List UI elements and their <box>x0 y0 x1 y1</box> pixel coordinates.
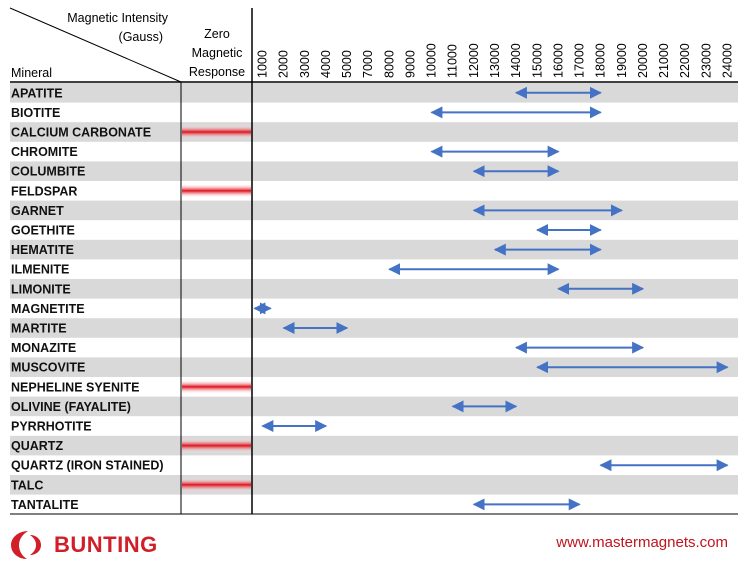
mineral-label: APATITE <box>11 86 63 101</box>
x-tick-label: 1000 <box>255 50 270 78</box>
header-zero-line1: Zero <box>204 27 230 41</box>
x-tick-label: 8000 <box>382 50 397 78</box>
mineral-label: MARTITE <box>11 321 67 336</box>
mineral-label: OLIVINE (FAYALITE) <box>11 399 131 414</box>
row-stripe <box>10 83 738 103</box>
x-tick-label: 21000 <box>657 43 672 78</box>
x-tick-label: 14000 <box>509 43 524 78</box>
header-zero-line3: Response <box>188 65 246 79</box>
mineral-label: LIMONITE <box>11 282 71 297</box>
mineral-label: FELDSPAR <box>11 184 78 199</box>
mineral-label: CHROMITE <box>11 145 78 160</box>
x-tick-label: 3000 <box>297 50 312 78</box>
row-stripe <box>10 161 738 181</box>
row-stripe <box>10 240 738 260</box>
zero-response-bar <box>182 184 251 198</box>
x-tick-label: 15000 <box>530 43 545 78</box>
x-tick-label: 18000 <box>593 43 608 78</box>
mineral-label: ILMENITE <box>11 262 70 277</box>
mineral-label: QUARTZ (IRON STAINED) <box>11 458 164 473</box>
x-tick-label: 10000 <box>424 43 439 78</box>
mineral-label: MONAZITE <box>11 341 77 356</box>
header-intensity-line2: (Gauss) <box>118 30 163 44</box>
zero-response-bar <box>182 380 251 394</box>
mineral-label: QUARTZ <box>11 439 64 454</box>
x-tick-label: 7000 <box>361 50 376 78</box>
x-tick-label: 24000 <box>720 43 735 78</box>
mineral-label: BIOTITE <box>11 105 61 120</box>
mineral-label: MAGNETITE <box>11 301 85 316</box>
bunting-swirl-icon <box>8 528 48 562</box>
x-tick-label: 11000 <box>445 44 460 78</box>
x-tick-label: 16000 <box>551 43 566 78</box>
mineral-label: PYRRHOTITE <box>11 419 92 434</box>
x-tick-label: 13000 <box>488 43 502 78</box>
row-stripe <box>10 318 738 338</box>
x-tick-label: 20000 <box>635 43 650 78</box>
x-tick-label: 2000 <box>276 50 291 78</box>
row-stripe <box>10 436 738 456</box>
x-tick-label: 19000 <box>614 43 629 78</box>
x-tick-label: 22000 <box>678 43 693 78</box>
mineral-label: GARNET <box>11 203 64 218</box>
mineral-label: TALC <box>11 478 44 493</box>
x-tick-label: 4000 <box>318 50 333 78</box>
header-mineral-label: Mineral <box>11 66 52 80</box>
header-intensity-line1: Magnetic Intensity <box>67 11 168 25</box>
zero-response-bar <box>182 125 251 139</box>
zero-response-bar <box>182 439 251 453</box>
mineral-label: GOETHITE <box>11 223 75 238</box>
row-stripe <box>10 201 738 221</box>
x-tick-label: 5000 <box>340 50 355 78</box>
mineral-label: TANTALITE <box>11 497 79 512</box>
mineral-label: COLUMBITE <box>11 164 86 179</box>
x-tick-label: 23000 <box>699 43 714 78</box>
mineral-label: HEMATITE <box>11 243 74 258</box>
x-tick-label: 17000 <box>572 43 587 78</box>
zero-response-bar <box>182 478 251 492</box>
x-tick-label: 9000 <box>403 50 418 78</box>
bunting-logo-text: BUNTING <box>54 532 158 557</box>
x-tick-label: 12000 <box>466 43 481 78</box>
mineral-label: MUSCOVITE <box>11 360 86 375</box>
mineral-label: CALCIUM CARBONATE <box>11 125 152 140</box>
mineral-label: NEPHELINE SYENITE <box>11 380 140 395</box>
website-url[interactable]: www.mastermagnets.com <box>556 534 728 551</box>
header-zero-line2: Magnetic <box>191 46 243 60</box>
bunting-logo <box>8 528 158 562</box>
row-stripe <box>10 475 738 495</box>
